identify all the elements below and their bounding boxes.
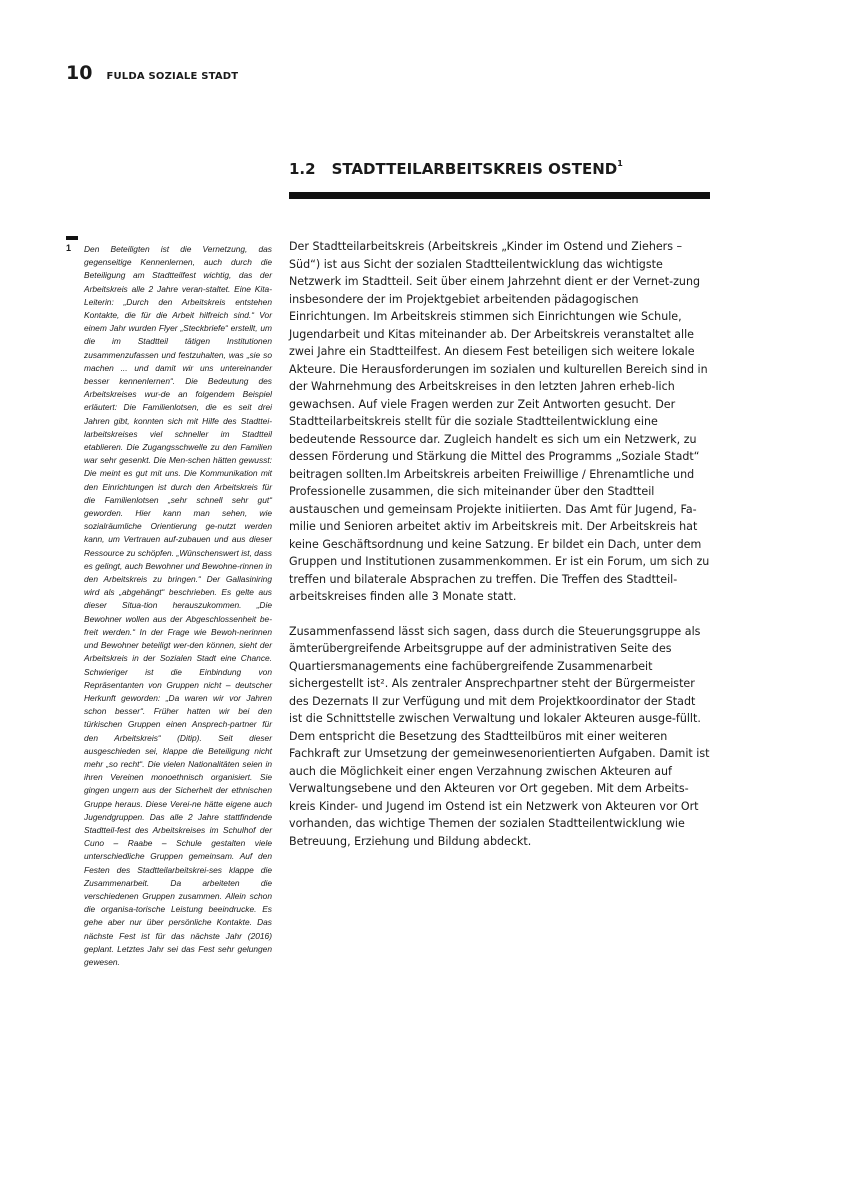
footnote-reference: 1 bbox=[617, 159, 623, 168]
section-number: 1.2 bbox=[289, 160, 316, 178]
heading-rule bbox=[289, 192, 710, 199]
page-number: 10 bbox=[66, 62, 93, 84]
footnote-marker bbox=[66, 236, 78, 240]
footnote-text: Den Beteiligten ist die Vernetzung, das gegenseitige Kennenlernen, auch durch die Beteiligung am Stadtteilfest wichtig, das der Arbeitskreis alle 2 Jahre veran-staltet. Eine Kita-Leiterin: „Durch den Arbeitskreis entstehen Kontakte, die für die Arbeit hilfreich sind.“ Vor einem Jahr wurden Flyer „Steckbriefe“ erstellt, um die im Stadtteil tätigen Institutionen zusammenzufassen und festzuhalten, was „sie so machen ... und damit wir uns untereinander besser kennenlernen“. Die Bedeutung des Arbeitskreises wur-de an folgendem Beispiel erläutert: Die Familienlotsen, die es seit drei Jahren gibt, konnten sich mit Hilfe des Stadttei-larbeitskreises viel schneller im Stadtteil etablieren. Die Zugangsschwelle zu den Familien war sehr gesenkt. Die Men-schen hätten gewusst: Die meint es gut mit uns. Die Kommunikation mit den Einrichtungen ist durch den Arbeitskreis für die Familienlotsen „sehr schnell sehr gut“ geworden. Hier kann man sehen, wie sozialräumliche Orientierung ge-nutzt werden kann, um Vertrauen auf-zubauen und aus dieser Ressource zu schöpfen. „Wünschenswert ist, dass es gelingt, auch Bewohner und Bewohne-rinnen in den Arbeitskreis zu bringen.“ Der Gallasiniring wird als „abgehängt“ beschrieben. Es gelte aus dieser Situa-tion herauszukommen. „Die Bewohner wollen aus der Abgeschlossenheit be-freit werden.“ In der Frage wie Bewoh-nerinnen und Bewohner beteiligt wer-den können, sieht der Arbeitskreis in der Sozialen Stadt eine Chance. Schwieriger ist die Einbindung von Repräsentanten von Gruppen nicht – deutscher Herkunft geworden: „Da waren wir vor Jahren schon besser“. Früher hatten wir bei den türkischen Gruppen einen Ansprech-partner für den Arbeitskreis“ (Ditip). Seit dieser ausgeschieden sei, klappe die Beteiligung nicht mehr „so recht“. Die vielen Nationalitäten seien in ihren Vereinen monoethnisch organisiert. Sie gingen ungern aus der Sicherheit der ethnischen Gruppe heraus. Diese Verei-ne hätte eigene auch Jugendgruppen. Das alle 2 Jahre stattfindende Stadtteil-fest des Arbeitskreises im Schulhof der Cuno – Raabe – Schule gestalten viele unterschiedliche Gruppen gemeinsam. Auf den Festen des Stadtteilarbeitskrei-ses klappe die Zusammenarbeit. Da arbeiteten die verschiedenen Gruppen zusammen. Allein schon die organisa-torische Leistung beeindrucke. Es gehe aber nur über persönliche Kontakte. Das nächste Fest ist für das nächste Jahr (2016) geplant. Letztes Jahr sei das Fest sehr gelungen gewesen. bbox=[84, 244, 272, 967]
body-paragraph-1: Der Stadtteilarbeitskreis (Arbeitskreis „Kinder im Ostend und Ziehers – Süd“) ist aus Sicht der sozialen Stadtteilentwicklung das wichtigste Netzwerk im Stadtteil. Seit über einem Jahrzehnt dient er der Vernet-zung insbesondere der im Projektgebiet arbeitenden pädagogischen Einrichtungen. Im Arbeitskreis stimmen sich Einrichtungen wie Schule, Jugendarbeit und Kitas miteinander ab. Der Arbeitskreis veranstaltet alle zwei Jahre ein Stadtteilfest. An diesem Fest beteiligen sich weitere lokale Akteure. Die Herausforderungen im sozialen und kulturellen Bereich sind in der Wahrnehmung des Arbeitskreises in den letzten Jahren erheb-lich gewachsen. Auf viele Fragen werden zur Zeit Antworten gesucht. Der Stadtteilarbeitskreis stellt für die soziale Stadtteilentwicklung eine bedeutende Ressource dar. Zugleich handelt es sich um ein Netzwerk, zu dessen Förderung und Stärkung die Mittel des Programms „Soziale Stadt“ beitragen sollten.Im Arbeitskreis arbeiten Freiwillige / Ehrenamtliche und Professionelle zusammen, die sich miteinander über den Stadtteil austauschen und gemeinsam Projekte initiierten. Das Amt für Jugend, Fa-milie und Senioren arbeitet aktiv im Arbeitskreis mit. Der Arbeitskreis hat keine Geschäftsordnung und keine Satzung. Er bildet ein Dach, unter dem Gruppen und Institutionen zusammenkommen. Er ist ein Forum, um sich zu treffen und bilaterale Absprachen zu treffen. Die Treffen des Stadtteil-arbeitskreises finden alle 3 Monate statt. bbox=[289, 240, 710, 603]
running-title: FULDA SOZIALE STADT bbox=[106, 71, 239, 82]
page-header bbox=[66, 62, 238, 84]
main-body bbox=[289, 238, 710, 850]
footnote-number: 1 bbox=[66, 243, 72, 253]
section-heading bbox=[289, 160, 623, 178]
body-paragraph-2: Zusammenfassend lässt sich sagen, dass durch die Steuerungsgruppe als ämterübergreifende Arbeitsgruppe auf der administrativen Seite des Quartiersmanagements eine fachübergreifende Zusammenarbeit sichergestellt ist². Als zentraler Ansprechpartner steht der Bürgermeister des Dezernats II zur Verfügung und mit dem Projektkoordinator der Stadt ist die Schnittstelle zwischen Verwaltung und lokaler Akteuren ausge-füllt. Dem entspricht die Besetzung des Stadtteilbüros mit einer weiteren Fachkraft zur Umsetzung der gemeinwesenorientierten Aufgaben. Damit ist auch die Möglichkeit einer engen Verzahnung zwischen Akteuren auf Verwaltungsebene und den Akteuren vor Ort gegeben. Mit dem Arbeits-kreis Kinder- und Jugend im Ostend ist ein Netzwerk von Akteuren vor Ort vorhanden, das wichtige Themen der sozialen Stadtteilentwicklung wie Betreuung, Erziehung und Bildung abdeckt. bbox=[289, 624, 710, 848]
section-title: STADTTEILARBEITSKREIS OSTEND bbox=[331, 160, 618, 178]
footnote bbox=[66, 243, 272, 969]
